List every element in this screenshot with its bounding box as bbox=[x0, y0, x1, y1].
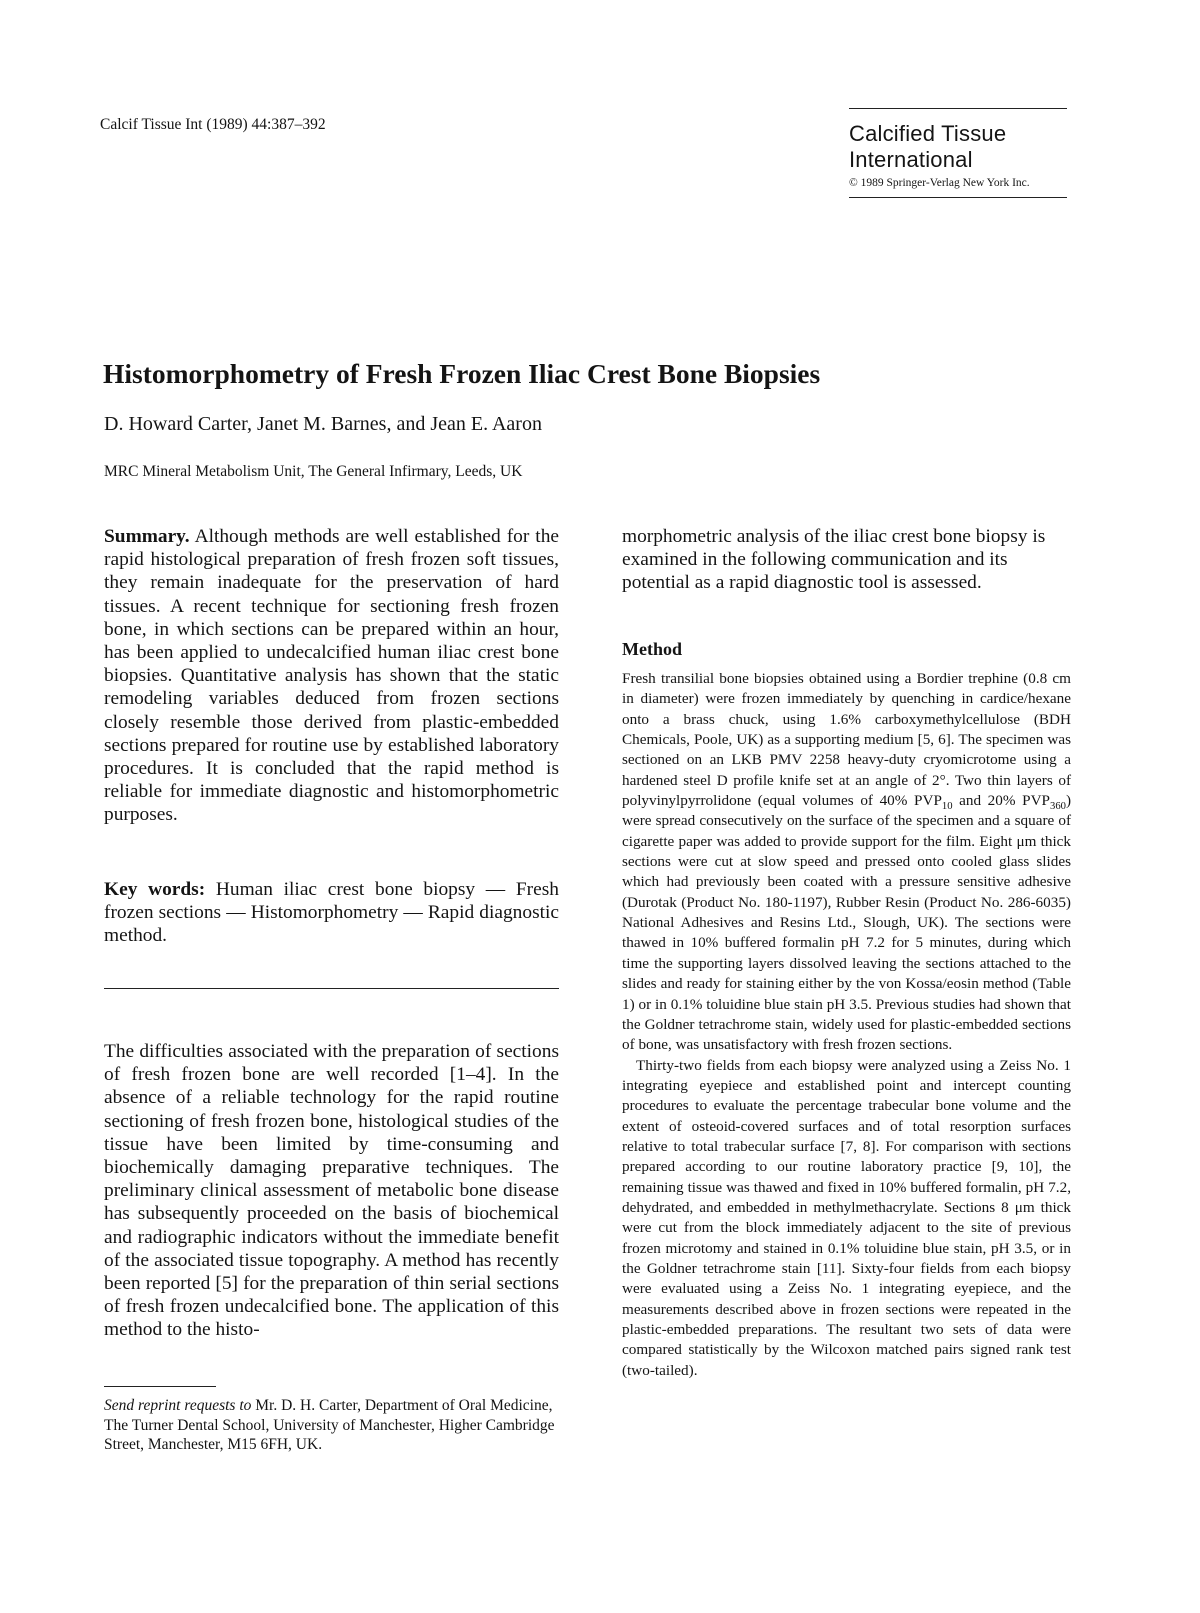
keywords-text: Human iliac crest bone biopsy — Fresh frozen sections — Histomorphometry — Rapid diagnostic method. bbox=[104, 879, 559, 947]
copyright-notice: © 1989 Springer-Verlag New York Inc. bbox=[849, 177, 1030, 189]
footnote-label: Send reprint requests to bbox=[104, 1397, 252, 1414]
method-paragraph-2: Thirty-two fields from each biopsy were analyzed using a Zeiss No. 1 integrating eyepiece and established point and intercept counting procedures to evaluate the percentage trabecular bone volume and the extent of osteoid-covered surfaces and of total resorption surfaces relative to total trabecular surface [7, 8]. For comparison with sections prepared according to our routine laboratory practice [9, 10], the remaining tissue was thawed and fixed in 10% buffered formalin, pH 7.2, dehydrated, and embedded in methylmethacrylate. Sections 8 μm thick were cut from the block immediately adjacent to the site of previous frozen microtomy and stained in 0.1% toluidine blue stain, pH 3.5, or in the Goldner tetrachrome stain [11]. Sixty-four fields from each biopsy were evaluated using a Zeiss No. 1 integrating eyepiece, and the measurements described above in frozen sections were repeated in the plastic-embedded preparations. The resultant two sets of data were compared statistically by the Wilcoxon matched pairs signed rank test (two-tailed). bbox=[622, 1056, 1071, 1379]
masthead-bottom-rule bbox=[849, 197, 1067, 198]
summary-paragraph bbox=[104, 525, 559, 827]
reprint-footnote bbox=[104, 1396, 562, 1455]
method-p1-part2: and 20% PVP bbox=[952, 792, 1050, 810]
pvp-subscript-360: 360 bbox=[1050, 801, 1066, 813]
journal-citation: Calcif Tissue Int (1989) 44:387–392 bbox=[100, 116, 326, 133]
masthead-top-rule bbox=[849, 108, 1067, 109]
journal-masthead bbox=[849, 108, 1067, 198]
pvp-subscript-10: 10 bbox=[941, 801, 953, 813]
method-paragraph-1 bbox=[622, 669, 1071, 1056]
footnote-rule bbox=[104, 1386, 216, 1387]
article-title: Histomorphometry of Fresh Frozen Iliac Crest Bone Biopsies bbox=[103, 358, 821, 389]
affiliation: MRC Mineral Metabolism Unit, The General Infirmary, Leeds, UK bbox=[104, 463, 523, 480]
summary-text: Although methods are well established for the rapid histological preparation of fresh frozen soft tissues, they remain inadequate for the preservation of hard tissues. A recent technique for sectioning fresh frozen bone, in which sections can be prepared within an hour, has been applied to undecalcified human iliac crest bone biopsies. Quantitative analysis has shown that the static remodeling variables deduced from frozen sections closely resemble those derived from plastic-embedded sections prepared for routine use by established laboratory procedures. It is concluded that the rapid method is reliable for immediate diagnostic and histomorphometric purposes. bbox=[104, 526, 559, 826]
section-divider bbox=[104, 988, 559, 989]
journal-name-line2: International bbox=[849, 147, 973, 172]
introduction-paragraph: The difficulties associated with the preparation of sections of fresh frozen bone are well recorded [1–4]. In the absence of a reliable technology for the rapid routine sectioning of fresh frozen bone, histological studies of the tissue have been limited by time-consuming and biochemically damaging preparative techniques. The preliminary clinical assessment of metabolic bone disease has subsequently proceeded on the basis of biochemical and radiographic indicators without the immediate benefit of the associated tissue topography. A method has recently been reported [5] for the preparation of thin serial sections of fresh frozen undecalcified bone. The application of this method to the histo- bbox=[104, 1041, 559, 1341]
author-list: D. Howard Carter, Janet M. Barnes, and Jean E. Aaron bbox=[104, 413, 542, 435]
summary-label: Summary. bbox=[104, 526, 190, 547]
keywords-paragraph bbox=[104, 878, 559, 948]
introduction-continuation: morphometric analysis of the iliac crest bone biopsy is examined in the following communication and its potential as a rapid diagnostic tool is assessed. bbox=[622, 526, 1046, 594]
keywords-label: Key words: bbox=[104, 879, 206, 900]
journal-name-line1: Calcified Tissue bbox=[849, 121, 1007, 146]
method-heading: Method bbox=[622, 639, 682, 659]
method-section bbox=[622, 669, 1071, 1381]
method-p1-part3: ) were spread consecutively on the surface of the specimen and a square of cigarette paper was added to provide support for the film. Eight μm thick sections were cut at slow speed and pressed onto cooled glass slides which had previously been coated with a pressure sensitive adhesive (Durotak (Product No. 180-1197), Rubber Resin (Product No. 286-6035) National Adhesives and Resins Ltd., Slough, UK). The sections were thawed in 10% buffered formalin pH 7.2 for 5 minutes, during which time the supporting layers dissolved leaving the sections attached to the slides and ready for staining either by the von Kossa/eosin method (Table 1) or in 0.1% toluidine blue stain pH 3.5. Previous studies had shown that the Goldner tetrachrome stain, widely used for plastic-embedded sections of bone, was unsatisfactory with fresh frozen sections. bbox=[622, 792, 1071, 1054]
method-p1-part1: Fresh transilial bone biopsies obtained using a Bordier trephine (0.8 cm in diameter) were frozen immediately by quenching in cardice/hexane onto a brass chuck, using 1.6% carboxymethylcellulose (BDH Chemicals, Poole, UK) as a supporting medium [5, 6]. The specimen was sectioned on an LKB PMV 2258 heavy-duty cryomicrotome using a hardened steel D profile knife set at an angle of 2°. Two thin layers of polyvinylpyrrolidone (equal volumes of 40% PVP bbox=[622, 670, 1071, 810]
footnote-text: Mr. D. H. Carter, Department of Oral Medicine, The Turner Dental School, University of Manchester, Higher Cambridge Street, Manchester, M15 6FH, UK. bbox=[104, 1397, 555, 1454]
journal-name bbox=[849, 121, 1067, 173]
